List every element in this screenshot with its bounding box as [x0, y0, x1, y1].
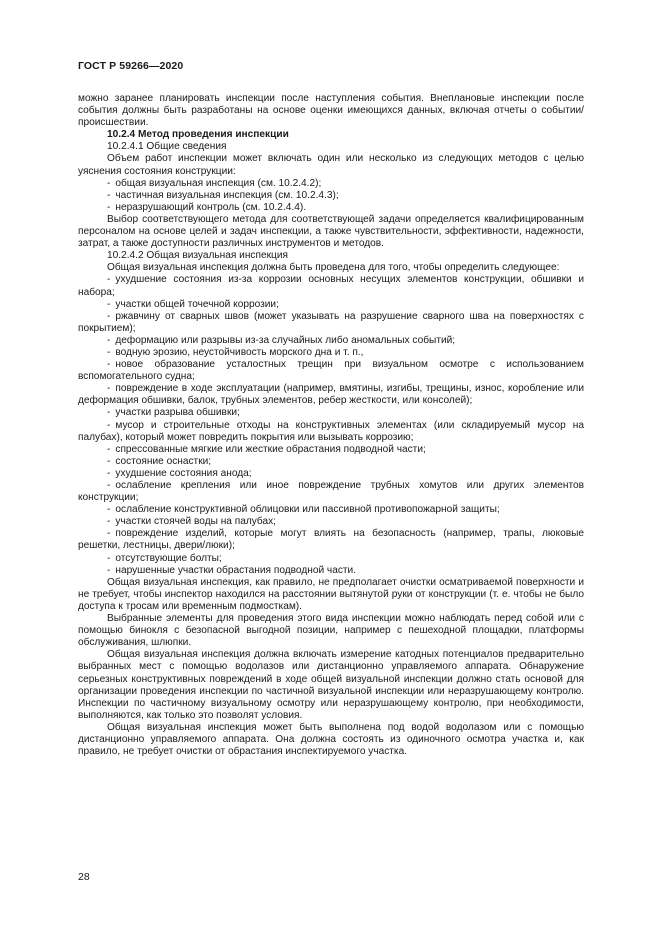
list-item-text: повреждение в ходе эксплуатации (например, вмятины, изгибы, трещины, износ, коробление или деформация обшивки, балок, трубных элементов, ребер жесткости, или консолей);: [78, 383, 584, 407]
list-bullet: -: [107, 504, 111, 516]
document-header: ГОСТ Р 59266—2020: [78, 60, 184, 72]
list-bullet: -: [107, 455, 111, 467]
list-item: [78, 383, 584, 407]
list-item: [78, 565, 584, 577]
list-bullet: -: [107, 310, 111, 322]
document-body: [78, 93, 584, 758]
list-item: [78, 274, 584, 298]
paragraph: Общая визуальная инспекция должна включать измерение катодных потенциалов предварительно выбранных мест с помощью водолазов или дистанционно управляемого аппарата. Обнаружение серьезных конструктивных повреждений в ходе общей визуальной инспекции должно стать основой для организации проведения инспекции по частичной визуальной инспекции или неразрушающему контролю. Инспекции по частичному визуальному осмотру или неразрушающему контролю, при необходимости, выполняются, как только это позволят условия.: [78, 649, 584, 721]
list-item-text: участки общей точечной коррозии;: [115, 298, 279, 310]
list-item: [78, 347, 584, 359]
list-item-text: ржавчину от сварных швов (может указывать на разрушение сварного шва на поверхностях с покрытием);: [78, 310, 584, 334]
list-bullet: -: [107, 334, 111, 346]
list-item-text: участки разрыва обшивки;: [115, 407, 240, 419]
list-item-text: ослабление крепления или иное повреждение трубных хомутов или других элементов конструкции;: [78, 480, 584, 504]
list-bullet: -: [107, 480, 111, 491]
list-bullet: -: [107, 201, 111, 213]
paragraph: можно заранее планировать инспекции после наступления события. Внеплановые инспекции после события должны быть разработаны на основе оценки имеющихся данных, включая отчеты о событии/происшествии.: [78, 93, 584, 129]
list-item-text: мусор и строительные отходы на конструктивных элементах (или складируемый мусор на палубах), который может повредить покрытия или вызывать коррозию;: [78, 419, 584, 443]
list-item-text: общая визуальная инспекция (см. 10.2.4.2);: [115, 177, 322, 189]
list-item-text: неразрушающий контроль (см. 10.2.4.4).: [115, 201, 307, 213]
paragraph: Общая визуальная инспекция может быть выполнена под водой водолазом или с помощью дистанционно управляемого аппарата. Она должна состоять из одиночного осмотра участка и, как правило, не требует очистки от обрастания инспектируемого участка.: [78, 721, 584, 758]
list-bullet: -: [107, 467, 111, 479]
list-bullet: -: [107, 528, 111, 540]
paragraph: Выбранные элементы для проведения этого вида инспекции можно наблюдать перед собой или с помощью бинокля с безопасной выгодной позиции, например с пешеходной площадки, платформы обслуживания, шлюпки.: [78, 613, 584, 649]
list-item: [78, 335, 584, 347]
list-item: [78, 553, 584, 565]
list-item: [78, 178, 584, 190]
list-item: [78, 480, 584, 504]
list-item: [78, 359, 584, 383]
list-bullet: -: [107, 359, 111, 371]
list-bullet: -: [107, 443, 111, 455]
list-item: [78, 504, 584, 516]
page-number: 28: [78, 871, 90, 883]
list-item-text: водную эрозию, неустойчивость морского дна и т. п.,: [115, 346, 364, 358]
list-item-text: деформацию или разрывы из-за случайных либо аномальных событий;: [115, 334, 456, 346]
list-item: [78, 407, 584, 419]
list-item-text: ухудшение состояния из-за коррозии основных несущих элементов конструкции, обшивки и набора;: [78, 274, 584, 298]
list-bullet: -: [107, 419, 111, 431]
list-bullet: -: [107, 346, 111, 358]
list-item-text: нарушенные участки обрастания подводной части.: [115, 564, 357, 576]
list-bullet: -: [107, 407, 111, 419]
list-bullet: -: [107, 177, 111, 189]
paragraph: 10.2.4.2 Общая визуальная инспекция: [107, 250, 288, 262]
list-item-text: ослабление конструктивной облицовки или пассивной противопожарной защиты;: [115, 504, 500, 516]
list-item: [78, 202, 584, 214]
list-item: [78, 528, 584, 552]
paragraph: Объем работ инспекции может включать один или несколько из следующих методов с целью уяснения состояния конструкции:: [78, 153, 584, 177]
list-item: [78, 420, 584, 444]
list-item-text: отсутствующие болты;: [115, 552, 222, 564]
list-item-text: спрессованные мягкие или жесткие обрастания подводной части;: [115, 443, 426, 455]
list-item: [78, 468, 584, 480]
paragraph: Общая визуальная инспекция должна быть проведена для того, чтобы определить следующее:: [107, 262, 560, 274]
list-item: [78, 299, 584, 311]
paragraph: Выбор соответствующего метода для соответствующей задачи определяется квалифицированным персоналом на основе целей и задач инспекции, а также чувствительности, эффективности, надежности, затрат, а также доступности различных инструментов и методов.: [78, 213, 584, 250]
list-bullet: -: [107, 274, 111, 286]
list-item: [78, 190, 584, 202]
section-heading: 10.2.4 Метод проведения инспекции: [107, 129, 289, 141]
list-item-text: ухудшение состояния анода;: [115, 467, 252, 479]
list-item: [78, 456, 584, 468]
list-bullet: -: [107, 516, 111, 528]
list-item: [78, 444, 584, 456]
list-bullet: -: [107, 298, 111, 310]
list-item: [78, 516, 584, 528]
list-bullet: -: [107, 189, 111, 201]
list-item-text: частичная визуальная инспекция (см. 10.2.4.3);: [115, 189, 339, 201]
list-item-text: участки стоячей воды на палубах;: [115, 516, 276, 528]
list-item-text: новое образование усталостных трещин при визуальном осмотре с использованием вспомогательного судна;: [78, 359, 584, 383]
list-item-text: состояние оснастки;: [115, 455, 212, 467]
list-item-text: повреждение изделий, которые могут влиять на безопасность (например, трапы, люковые решетки, лестницы, двери/люки);: [78, 528, 584, 552]
list-bullet: -: [107, 383, 111, 395]
paragraph: 10.2.4.1 Общие сведения: [107, 141, 227, 153]
list-bullet: -: [107, 552, 111, 564]
list-bullet: -: [107, 564, 111, 576]
paragraph: Общая визуальная инспекция, как правило, не предполагает очистки осматриваемой поверхности и не требует, чтобы инспектор находился на расстоянии вытянутой руки от конструкции (т. е. чтобы не было доступа к тросам или временным подмосткам).: [78, 576, 584, 612]
list-item: [78, 311, 584, 335]
